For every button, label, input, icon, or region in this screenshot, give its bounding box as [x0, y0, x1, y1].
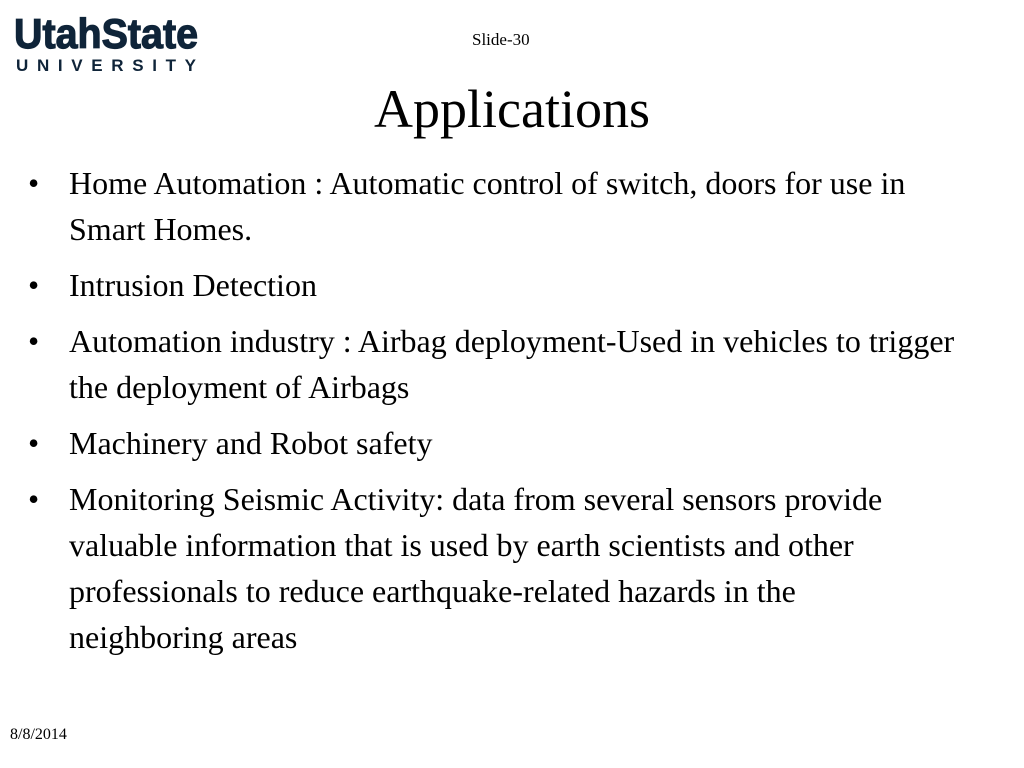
- bullet-text: Automation industry : Airbag deployment-Used in vehicles to trigger the deployment of Airbags: [69, 323, 955, 405]
- bullet-text: Intrusion Detection: [69, 267, 317, 303]
- bullet-item: [28, 420, 958, 466]
- bullet-item: [28, 476, 958, 660]
- logo-utahstate-text: UtahState: [14, 10, 198, 57]
- slide-title: Applications: [374, 79, 650, 139]
- bullet-list: [28, 160, 958, 670]
- bullet-icon: •: [28, 425, 40, 461]
- bullet-icon: •: [28, 165, 40, 201]
- bullet-item: [28, 318, 958, 410]
- bullet-text: Home Automation : Automatic control of switch, doors for use in Smart Homes.: [69, 165, 906, 247]
- bullet-text: Monitoring Seismic Activity: data from several sensors provide valuable information that is used by earth scientists and other professionals to reduce earthquake-related hazards in the neighboring areas: [69, 481, 883, 655]
- bullet-item: [28, 160, 958, 252]
- bullet-icon: •: [28, 481, 40, 517]
- slide-number: Slide-30: [472, 30, 530, 49]
- slide-date: 8/8/2014: [10, 726, 67, 743]
- bullet-item: [28, 262, 958, 308]
- bullet-icon: •: [28, 267, 40, 303]
- bullet-text: Machinery and Robot safety: [69, 425, 433, 461]
- utah-state-university-logo: [12, 10, 202, 74]
- bullet-icon: •: [28, 323, 40, 359]
- logo-university-text: UNIVERSITY: [16, 56, 196, 74]
